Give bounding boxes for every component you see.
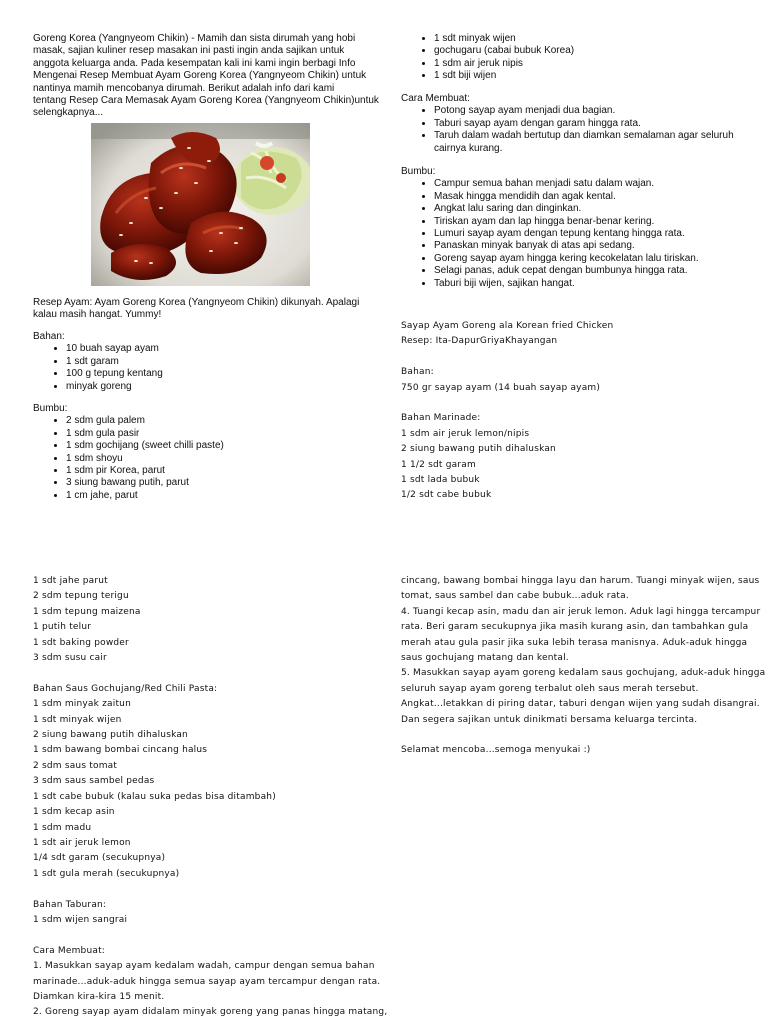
list-item: • Goreng sayap ayam hingga kering kecokelatan lalu tiriskan.	[434, 253, 741, 265]
list-item: • Potong sayap ayam menjadi dua bagian.	[434, 105, 741, 117]
list-item: • Panaskan minyak banyak di atas api sedang.	[434, 240, 741, 252]
intro-line: Mengenai Resep Membuat Ayam Goreng Korea (Yangnyeom Chikin) untuk	[33, 70, 367, 82]
list-item: • gochugaru (cabai bubuk Korea)	[434, 45, 741, 57]
text-line: 1 putih telur	[33, 622, 92, 633]
intro-line: masak, sajian kuliner resep masakan ini pasti ingin anda sajikan untuk	[33, 45, 345, 57]
text-line: rata. Beri garam secukupnya jika masih kurang asin, dan tambahkan gula	[401, 622, 749, 633]
bumbu-section	[33, 403, 373, 502]
list-item: • Lumuri sayap ayam dengan tepung kentang hingga rata.	[434, 228, 741, 240]
text-line: 2 sdm tepung terigu	[33, 591, 129, 602]
list-item: • Angkat lalu saring dan dinginkan.	[434, 203, 741, 215]
list-item: • 1 sdm gula pasir	[66, 428, 373, 440]
intro-paragraph	[33, 33, 379, 120]
recipe-line	[401, 396, 741, 411]
list-item: • 1 sdt minyak wijen	[434, 33, 741, 45]
text-line: 1 sdm minyak zaitun	[33, 699, 131, 710]
text-line: tomat, saus sambel dan cabe bubuk...aduk rata.	[401, 591, 629, 602]
chicken-photo	[91, 123, 310, 286]
list-item: • Taruh dalam wadah bertutup dan diamkan semalaman agar seluruh	[434, 130, 741, 142]
text-line	[33, 882, 378, 897]
recipe-line: Bahan Marinade:	[401, 413, 481, 424]
page2-left	[33, 574, 388, 1021]
intro-line: tentang Resep Cara Memasak Ayam Goreng Korea (Yangnyeom Chikin)untuk	[33, 95, 379, 107]
text-line: 2 siung bawang putih dihaluskan	[33, 730, 188, 741]
right-top-list	[401, 33, 741, 83]
list-item: • 100 g tepung kentang	[66, 368, 373, 380]
list-item: • 1 sdt garam	[66, 356, 373, 368]
text-line: 1 sdm bawang bombai cincang halus	[33, 745, 208, 756]
list-item: • 1 sdm air jeruk nipis	[434, 58, 741, 70]
recipe-line: 1 1/2 sdt garam	[401, 459, 476, 470]
text-line: 1 sdt minyak wijen	[33, 714, 122, 725]
text-line: Angkat...letakkan di piring datar, taburi dengan wijen yang sudah disangrai.	[401, 699, 760, 710]
text-line	[33, 666, 378, 681]
list-item: • 1 sdt biji wijen	[434, 70, 741, 82]
list-item: • 1 cm jahe, parut	[66, 490, 373, 502]
intro-line: Goreng Korea (Yangnyeom Chikin) - Mamih dan sista dirumah yang hobi	[33, 33, 356, 44]
list-item: • Selagi panas, aduk cepat dengan bumbunya hingga rata.	[434, 265, 741, 277]
list-item: • 10 buah sayap ayam	[66, 343, 373, 355]
text-line: 1 sdm madu	[33, 822, 92, 833]
caption-line: kalau masih hangat. Yummy!	[33, 309, 162, 321]
resep-caption	[33, 297, 373, 322]
text-line	[401, 728, 746, 743]
text-line: merah atau gula pasir jika suka lebih terasa manisnya. Aduk-aduk hingga	[401, 637, 748, 648]
recipe-line: Resep: Ita-DapurGriyaKhayangan	[401, 336, 558, 347]
bumbu-list	[33, 415, 373, 502]
text-line: 3 sdm susu cair	[33, 653, 107, 664]
text-line: 1 sdt jahe parut	[33, 576, 108, 586]
intro-line: nantinya mamih mencobanya dirumah. Berikut adalah info dari kami	[33, 82, 335, 94]
list-item: • 2 sdm gula palem	[66, 415, 373, 427]
caption-line: Resep Ayam: Ayam Goreng Korea (Yangnyeom Chikin) dikunyah. Apalagi	[33, 297, 360, 308]
bahan-heading: Bahan:	[33, 331, 65, 342]
text-line: 4. Tuangi kecap asin, madu dan air jeruk lemon. Aduk lagi hingga tercampur	[401, 606, 761, 617]
intro-line: selengkapnya...	[33, 107, 104, 119]
list-item: • 3 siung bawang putih, parut	[66, 477, 373, 489]
cara-list	[401, 105, 741, 155]
recipe-line: 1 sdt lada bubuk	[401, 475, 480, 486]
bahan-section	[33, 331, 373, 393]
list-item: • 1 sdm pir Korea, parut	[66, 465, 373, 477]
cara-heading: Cara Membuat:	[401, 93, 470, 104]
recipe-line: 1 sdm air jeruk lemon/nipis	[401, 428, 530, 439]
list-item: • 1 sdm shoyu	[66, 453, 373, 465]
list-item: • 1 sdm gochijang (sweet chilli paste)	[66, 440, 373, 452]
text-line: 1 sdt gula merah (secukupnya)	[33, 868, 180, 879]
text-line: Selamat mencoba...semoga menyukai :)	[401, 745, 591, 756]
recipe-line: 750 gr sayap ayam (14 buah sayap ayam)	[401, 382, 601, 393]
text-line: 1 sdt baking powder	[33, 637, 129, 648]
page2-right	[401, 574, 766, 759]
bumbu-continued-list	[401, 33, 741, 83]
bumbu2-heading: Bumbu:	[401, 166, 436, 177]
list-item: • Campur semua bahan menjadi satu dalam wajan.	[434, 178, 741, 190]
text-line: Cara Membuat:	[33, 945, 106, 956]
list-item: • Masak hingga mendidih dan agak kental.	[434, 191, 741, 203]
second-recipe	[401, 319, 741, 504]
recipe-line: Sayap Ayam Goreng ala Korean fried Chicken	[401, 321, 614, 331]
bumbu2-section	[401, 166, 741, 290]
text-line: 1 sdm tepung maizena	[33, 606, 141, 617]
text-line: 1 sdm kecap asin	[33, 807, 115, 818]
recipe-line: 1/2 sdt cabe bubuk	[401, 490, 492, 501]
text-line: 1. Masukkan sayap ayam kedalam wadah, campur dengan semua bahan	[33, 961, 375, 972]
recipe-line: Bahan:	[401, 367, 434, 378]
list-item: cairnya kurang.	[434, 142, 503, 154]
text-line: 1/4 sdt garam (secukupnya)	[33, 853, 166, 864]
text-line: seluruh sayap ayam goreng terbalut oleh saus merah tersebut.	[401, 683, 699, 694]
text-line: Bahan Saus Gochujang/Red Chili Pasta:	[33, 683, 218, 694]
text-line: 5. Masukkan sayap ayam goreng kedalam saus gochujang, aduk-aduk hingga	[401, 668, 766, 679]
text-line: cincang, bawang bombai hingga layu dan harum. Tuangi minyak wijen, saus	[401, 576, 760, 586]
text-line: 1 sdm wijen sangrai	[33, 914, 128, 925]
list-item: • Taburi sayap ayam dengan garam hingga rata.	[434, 118, 741, 130]
recipe-line: 2 siung bawang putih dihaluskan	[401, 444, 556, 455]
text-line: 2 sdm saus tomat	[33, 760, 118, 771]
list-item: • minyak goreng	[66, 381, 373, 393]
bahan-list	[33, 343, 373, 393]
text-line: 2. Goreng sayap ayam didalam minyak goreng yang panas hingga matang,	[33, 1007, 388, 1018]
list-item: • Taburi biji wijen, sajikan hangat.	[434, 278, 741, 290]
text-line: Bahan Taburan:	[33, 899, 107, 910]
text-line	[33, 928, 378, 943]
cara-section	[401, 93, 741, 155]
text-line: 1 sdt cabe bubuk (kalau suka pedas bisa ditambah)	[33, 791, 276, 802]
intro-line: anggota keluarga anda. Pada kesempatan kali ini kami ingin berbagi Info	[33, 57, 356, 69]
list-item: • Tiriskan ayam dan lap hingga benar-benar kering.	[434, 216, 741, 228]
bumbu2-list	[401, 178, 741, 290]
text-line: 1 sdt air jeruk lemon	[33, 837, 131, 848]
text-line: marinade...aduk-aduk hingga semua sayap ayam tercampur dengan rata.	[33, 976, 381, 987]
bumbu-heading: Bumbu:	[33, 403, 68, 414]
text-line: Diamkan kira-kira 15 menit.	[33, 991, 165, 1002]
text-line: 3 sdm saus sambel pedas	[33, 776, 155, 787]
text-line: Dan segera sajikan untuk dinikmati bersama keluarga tercinta.	[401, 714, 698, 725]
recipe-line	[401, 350, 741, 365]
text-line: saus gochujang matang dan kental.	[401, 653, 569, 664]
